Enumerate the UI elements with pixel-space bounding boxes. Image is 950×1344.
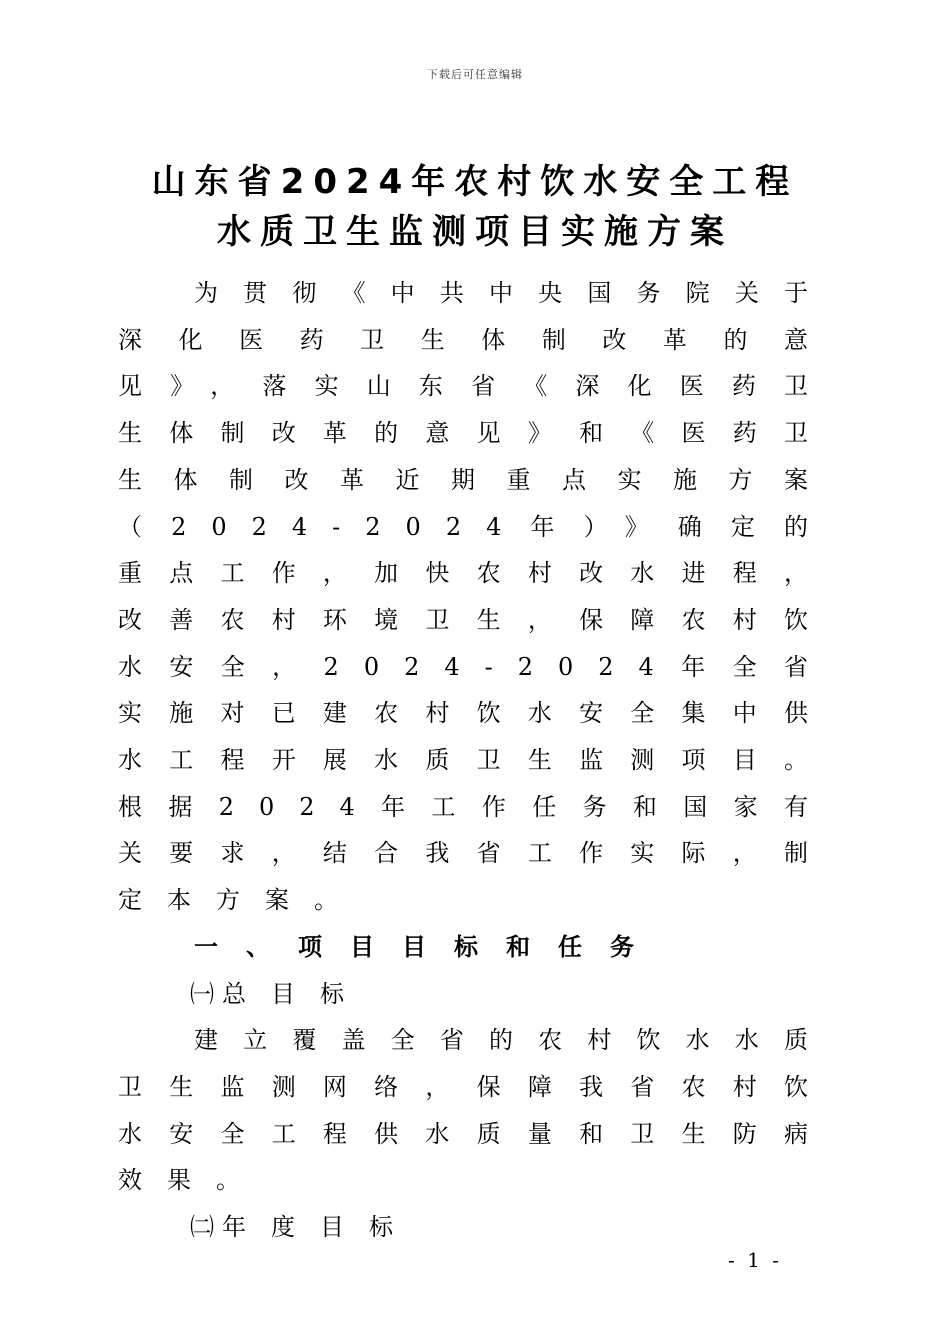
page-number: - 1 - [728,1248,782,1272]
document-body [118,270,833,1251]
subsection-label: 总目标 [222,979,369,1008]
subsection-label: 年度目标 [222,1213,418,1242]
document-title-line-2: 水质卫生监测项目实施方案 [217,212,733,252]
header-note: 下载后可任意编辑 [427,68,523,81]
subsection-number: ㈡ [190,1213,222,1242]
intro-paragraph: 为贯彻《中共中央国务院关于深化医药卫生体制改革的意见》，落实山东省《深化医药卫生体制改革的意见》和《医药卫生体制改革近期重点实施方案（2024-2024年）》确定的重点工作，加快农村改水进程，改善农村环境卫生，保障农村饮水安全，2024-2024年全省实施对已建农村饮水安全集中供水工程开展水质卫生监测项目。根据2024年工作任务和国家有关要求，结合我省工作实际，制定本方案。 [118,279,833,915]
section-heading: 一、项目目标和任务 [194,932,662,961]
subsection-heading-overall-goal [118,971,833,1018]
subsection-heading-annual-goal [118,1204,833,1251]
goal-paragraph: 建立覆盖全省的农村饮水水质卫生监测网络，保障我省农村饮水安全工程供水质量和卫生防病效果。 [118,1026,833,1195]
subsection-number: ㈠ [190,979,222,1008]
document-title-line-1: 山东省2024年农村饮水安全工程 [151,162,799,202]
